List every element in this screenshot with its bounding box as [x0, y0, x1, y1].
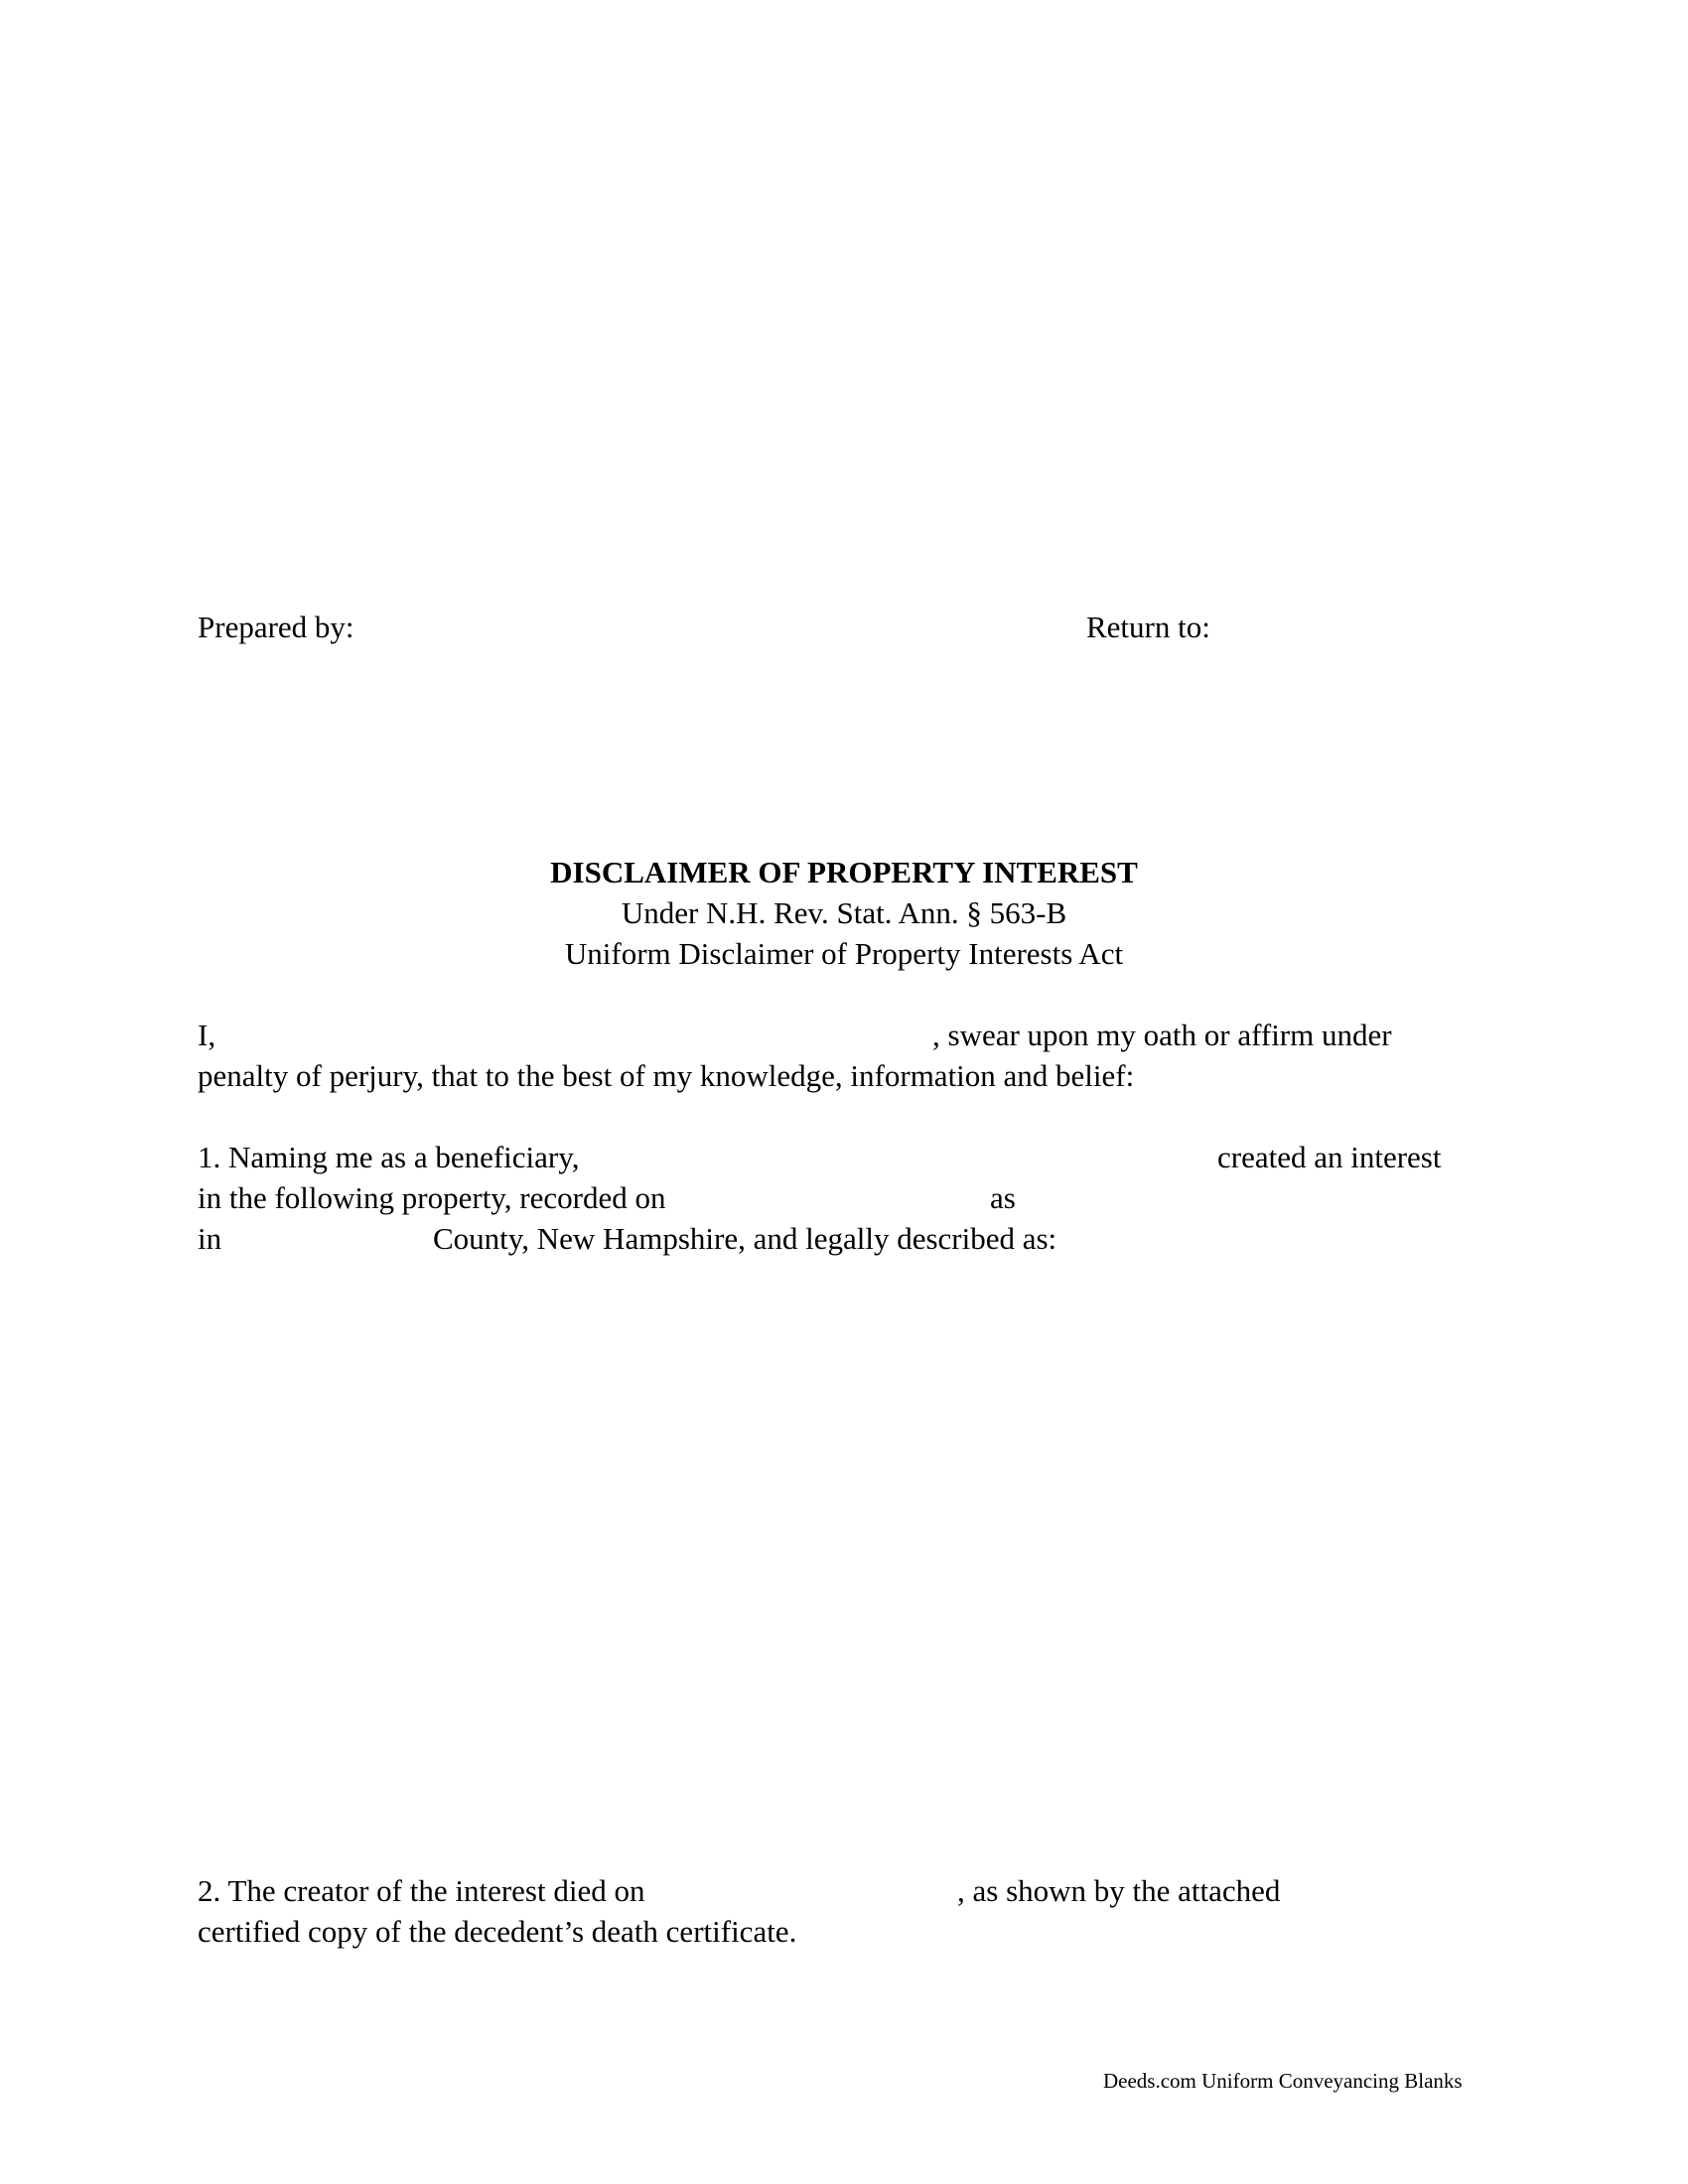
return-to-label: Return to: — [1086, 610, 1210, 644]
document-title: DISCLAIMER OF PROPERTY INTEREST — [550, 855, 1138, 889]
oath-line-2: penalty of perjury, that to the best of my knowledge, information and belief: — [198, 1058, 1135, 1093]
p1-created: created an interest — [1217, 1140, 1442, 1174]
footer-text: Deeds.com Uniform Conveyancing Blanks — [1103, 2069, 1463, 2093]
statute-reference: Under N.H. Rev. Stat. Ann. § 563-B — [621, 895, 1067, 930]
p1-county: County, New Hampshire, and legally described as: — [433, 1221, 1057, 1256]
p2-as-shown: , as shown by the attached — [957, 1873, 1281, 1908]
p1-as: as — [990, 1180, 1016, 1215]
oath-swear-text: , swear upon my oath or affirm under — [932, 1018, 1392, 1052]
p2-died-on: 2. The creator of the interest died on — [198, 1873, 645, 1908]
p1-in: in — [198, 1221, 222, 1256]
prepared-by-label: Prepared by: — [198, 610, 354, 644]
p1-recorded-on: in the following property, recorded on — [198, 1180, 666, 1215]
p2-line-2: certified copy of the decedent’s death certificate. — [198, 1914, 797, 1949]
p1-naming: 1. Naming me as a beneficiary, — [198, 1140, 580, 1174]
oath-opening: I, — [198, 1018, 216, 1052]
act-name: Uniform Disclaimer of Property Interests Act — [564, 936, 1124, 971]
